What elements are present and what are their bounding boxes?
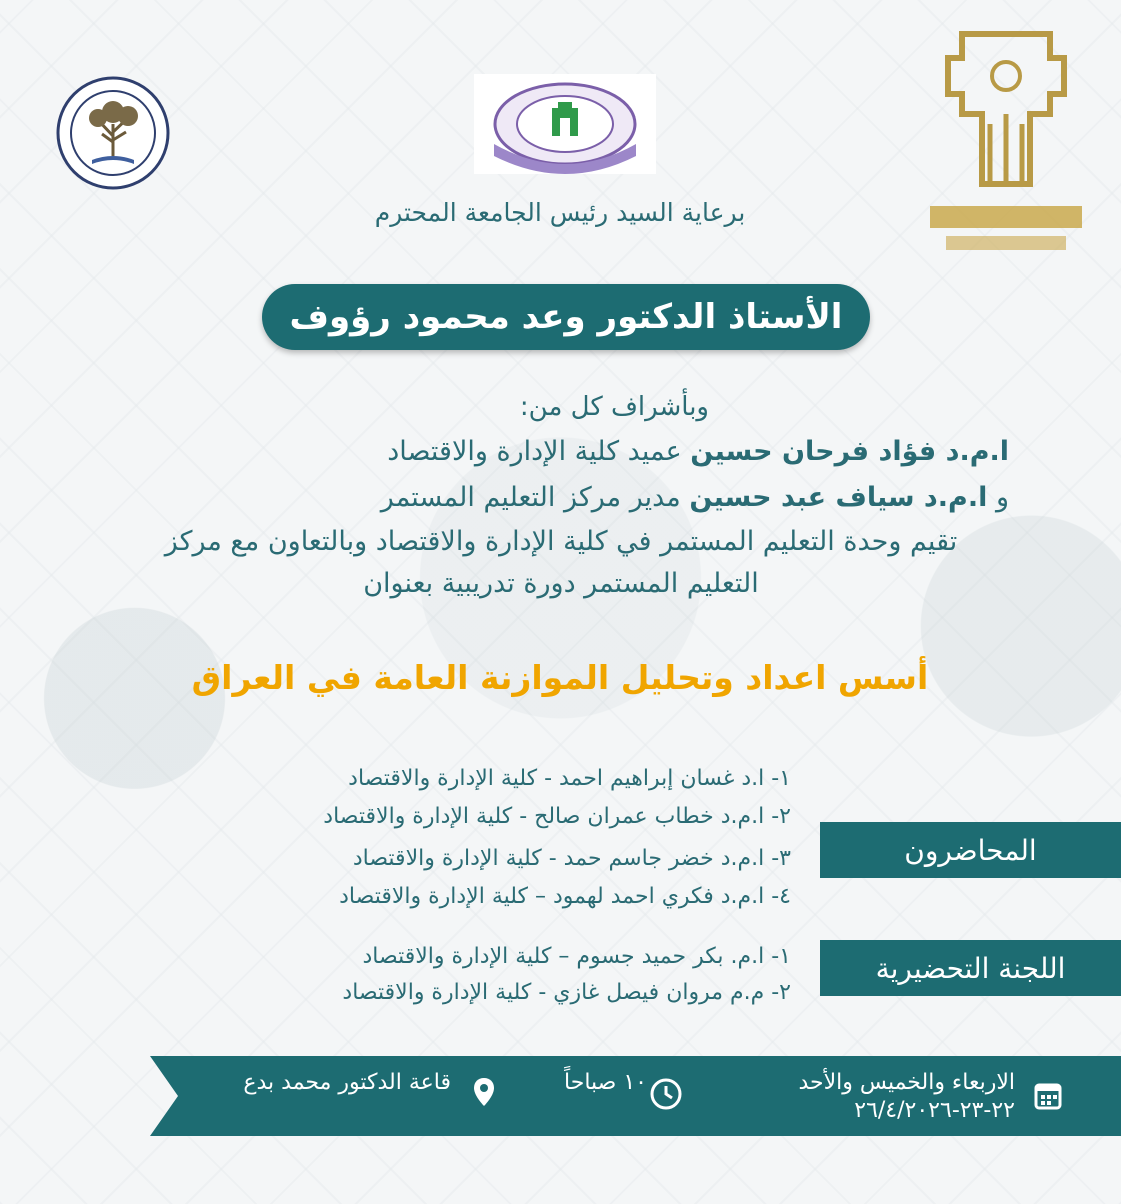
sponsorship-line: برعاية السيد رئيس الجامعة المحترم <box>374 198 746 227</box>
president-name: الأستاذ الدكتور وعد محمود رؤوف <box>289 297 843 337</box>
supervisor-2-name: ا.م.د سياف عبد حسين <box>689 482 988 513</box>
supervisor-2-prefix: و <box>995 482 1009 513</box>
university-logo <box>918 24 1094 264</box>
organizer-line-1: تقيم وحدة التعليم المستمر في كلية الإدارة والاقتصاد وبالتعاون مع مركز <box>164 526 958 557</box>
supervision-intro: وبأشراف كل من: <box>519 392 709 422</box>
lecturer-1: ١- ا.د غسان إبراهيم احمد - كلية الإدارة والاقتصاد <box>348 766 791 791</box>
event-time: ١٠ صباحاً <box>564 1070 647 1095</box>
supervisor-2-role: مدير مركز التعليم المستمر <box>380 482 681 513</box>
president-name-banner <box>262 284 870 350</box>
event-days: الاربعاء والخميس والأحد <box>798 1070 1015 1095</box>
supervisor-1 <box>387 436 1009 467</box>
event-dates: ٢٢-٢٣-٢٦/٤/٢٠٢٦ <box>854 1098 1015 1123</box>
lecturer-3: ٣- ا.م.د خضر جاسم حمد - كلية الإدارة والاقتصاد <box>352 846 791 871</box>
committee-member-1: ١- ا.م. بكر حميد جسوم – كلية الإدارة والاقتصاد <box>362 944 791 969</box>
course-title: أسس اعداد وتحليل الموازنة العامة في العراق <box>191 658 929 697</box>
lecturer-4: ٤- ا.م.د فكري احمد لهمود – كلية الإدارة والاقتصاد <box>339 884 791 909</box>
supervisor-1-name: ا.م.د فؤاد فرحان حسين <box>690 436 1009 467</box>
committee-member-2: ٢- م.م مروان فيصل غازي - كلية الإدارة والاقتصاد <box>342 980 791 1005</box>
calendar-icon <box>1034 1080 1062 1114</box>
event-venue: قاعة الدكتور محمد بدع <box>243 1070 451 1095</box>
continuing-education-logo <box>56 76 170 190</box>
organizer-line-2: التعليم المستمر دورة تدريبية بعنوان <box>363 568 759 599</box>
lecturers-label: المحاضرون <box>820 822 1121 878</box>
supervisor-2 <box>381 482 1009 513</box>
college-logo <box>474 74 656 174</box>
clock-icon <box>648 1076 684 1116</box>
supervisor-1-role: عميد كلية الإدارة والاقتصاد <box>387 436 682 467</box>
location-pin-icon <box>472 1076 496 1112</box>
lecturer-2: ٢- ا.م.د خطاب عمران صالح - كلية الإدارة والاقتصاد <box>323 804 791 829</box>
committee-label: اللجنة التحضيرية <box>820 940 1121 996</box>
event-details-bar <box>150 1056 1121 1136</box>
